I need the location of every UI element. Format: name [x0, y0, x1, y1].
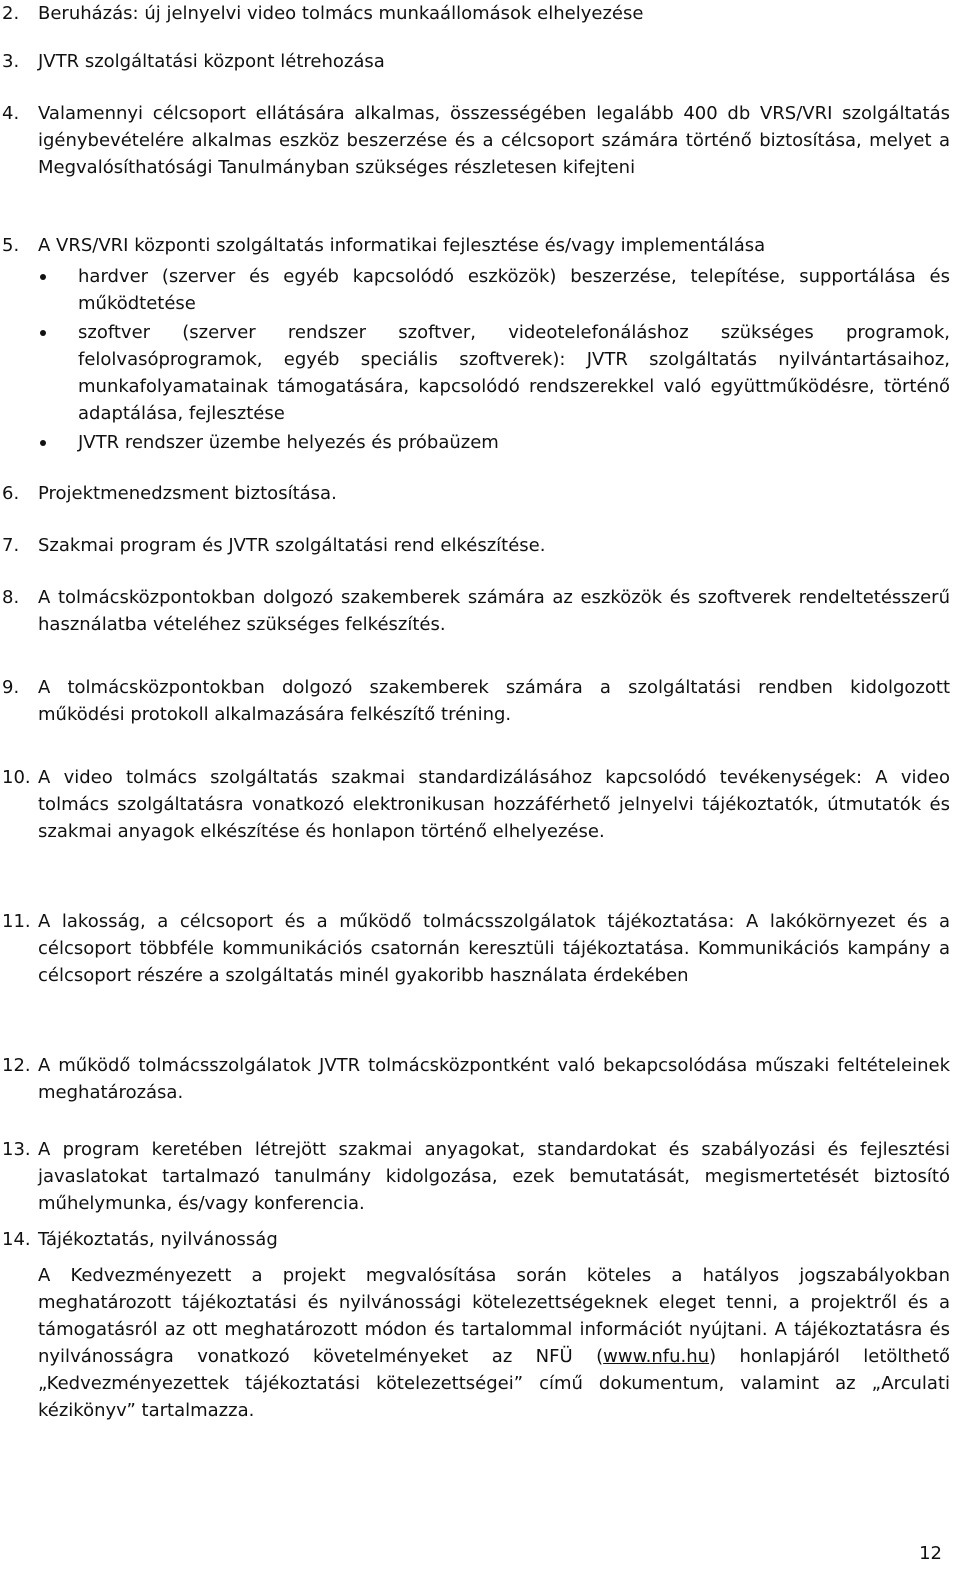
list-item-13: [2, 1136, 950, 1217]
item-text: Beruházás: új jelnyelvi video tolmács munkaállomások elhelyezése: [38, 3, 644, 24]
item-text: A tolmácsközpontokban dolgozó szakemberek számára a szolgáltatási rendben kidolgozott működési protokoll alkalmazására felkészítő tréning.: [38, 677, 950, 725]
item-number: 7.: [2, 535, 20, 556]
list-item-8: [2, 584, 950, 638]
item-number: 5.: [2, 235, 20, 256]
item-number: 6.: [2, 483, 20, 504]
bullet-icon: [40, 274, 46, 280]
list-item-9: [2, 674, 950, 728]
item-text: JVTR szolgáltatási központ létrehozása: [38, 51, 385, 72]
item-number: 3.: [2, 51, 20, 72]
list-item-2: [2, 0, 960, 27]
page-number: 12: [919, 1543, 942, 1564]
item-number: 2.: [2, 3, 20, 24]
item-text: A tolmácsközpontokban dolgozó szakemberek számára az eszközök és szoftverek rendeltetésszerű használatba vételéhez szükséges felkészítés.: [38, 587, 950, 635]
list-item-12: [2, 1052, 950, 1106]
list-item-4: [2, 100, 950, 181]
item-text: Szakmai program és JVTR szolgáltatási rend elkészítése.: [38, 535, 546, 556]
item-number: 10.: [2, 767, 31, 788]
item-text: Tájékoztatás, nyilvánosság: [38, 1229, 278, 1250]
list-item-10: [2, 764, 950, 845]
item-number: 12.: [2, 1055, 31, 1076]
item-text: Projektmenedzsment biztosítása.: [38, 483, 337, 504]
bullet-item: hardver (szerver és egyéb kapcsolódó eszközök) beszerzése, telepítése, supportálása és működtetése: [38, 263, 950, 317]
closing-paragraph: A Kedvezményezett a projekt megvalósítása során köteles a hatályos jogszabályokban meghatározott tájékoztatási és nyilvánossági kötelezettségeknek eleget tenni, a projektről és a támogatásról az ott meghatározott módon és tartalommal információt nyújtani. A tájékoztatásra és nyilvánosságra vonatkozó követelményeket az NFÜ (www.nfu.hu) honlapjáról letölthető „Kedvezményezettek tájékoztatási kötelezettségei” című dokumentum, valamint az „Arculati kézikönyv” tartalmazza.: [38, 1265, 951, 1421]
item-number: 11.: [2, 911, 31, 932]
item-text: A video tolmács szolgáltatás szakmai standardizálásához kapcsolódó tevékenységek: A video tolmács szolgáltatásra vonatkozó elektronikusan hozzáférhető jelnyelvi tájékoztatók, útmutatók és szakmai anyagok elkészítése és honlapon történő elhelyezése.: [38, 767, 950, 842]
list-item-7: [2, 532, 950, 559]
item-number: 14.: [2, 1229, 31, 1250]
item-text: A lakosság, a célcsoport és a működő tolmácsszolgálatok tájékoztatása: A lakókörnyezet és a célcsoport többféle kommunikációs csatornán keresztüli tájékoztatása. Kommunikációs kampány a célcsoport részére a szolgáltatás minél gyakoribb használata érdekében: [38, 911, 950, 986]
item-number: 13.: [2, 1139, 31, 1160]
item-number: 9.: [2, 677, 20, 698]
list-item-11: [2, 908, 950, 989]
item-text: A VRS/VRI központi szolgáltatás informatikai fejlesztése és/vagy implementálása: [38, 235, 766, 256]
bullet-item: szoftver (szerver rendszer szoftver, videotelefonáláshoz szükséges programok, felolvasóprogramok, egyéb speciális szoftverek): JVTR szolgáltatás nyilvántartásaihoz, munkafolyamatainak támogatására, kapcsolódó rendszerekkel való együttműködésre, történő adaptálása, fejlesztése: [38, 319, 950, 427]
list-item-3: [2, 48, 960, 75]
bullet-icon: [40, 330, 46, 336]
item-text: A program keretében létrejött szakmai anyagokat, standardokat és szabályozási és fejlesztési javaslatokat tartalmazó tanulmány kidolgozása, ezek bemutatását, megismertetését biztosító műhelymunka, és/vagy konferencia.: [38, 1139, 950, 1214]
item-text: Valamennyi célcsoport ellátására alkalmas, összességében legalább 400 db VRS/VRI szolgáltatás igénybevételére alkalmas eszköz beszerzése és a célcsoport számára történő biztosítása, melyet a Megvalósíthatósági Tanulmányban szükséges részletesen kifejteni: [38, 103, 950, 178]
item-number: 4.: [2, 103, 20, 124]
nfu-link[interactable]: www.nfu.hu: [603, 1346, 710, 1367]
list-item-5: [2, 232, 950, 458]
list-item-6: [2, 480, 950, 507]
bullet-list: [38, 263, 950, 456]
item-text: A működő tolmácsszolgálatok JVTR tolmácsközpontként való bekapcsolódása műszaki feltételeinek meghatározása.: [38, 1055, 950, 1103]
bullet-item: JVTR rendszer üzembe helyezés és próbaüzem: [38, 429, 950, 456]
list-item-14: [2, 1226, 950, 1253]
item-number: 8.: [2, 587, 20, 608]
bullet-icon: [40, 440, 46, 446]
